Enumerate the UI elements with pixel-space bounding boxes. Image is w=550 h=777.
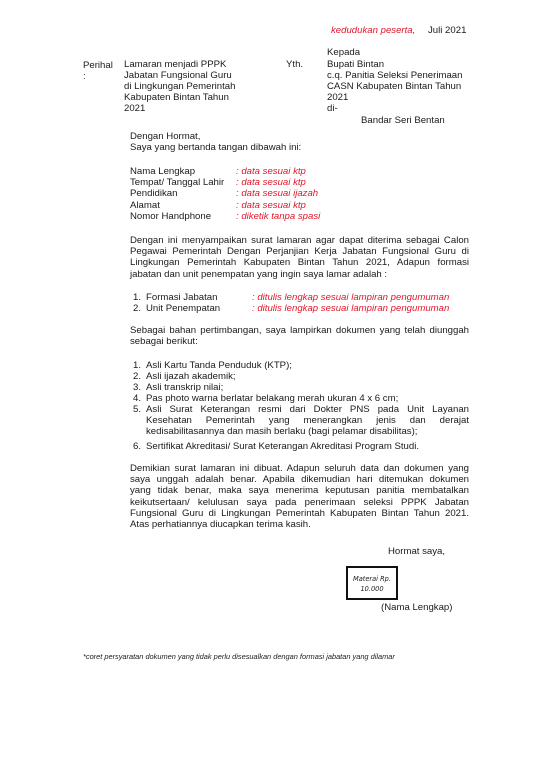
- document-number: 2.: [133, 371, 142, 382]
- document-item: Asli Surat Keterangan resmi dari Dokter PNS pada Unit Layanan Kesehatan Pemerintah yang menerangkan jenis dan derajat kedisabilitasannya dan masih berlaku (bagi pelamar disabilitas);: [146, 404, 469, 438]
- paragraph-line: yang tidak benar, maka saya menerima keputusan panitia membatalkan: [130, 485, 469, 497]
- footnote: *coret persyaratan dokumen yang tidak perlu disesualkan dengan formasi jabatan yang dilamar: [83, 652, 395, 661]
- identity-label: Nama Lengkap: [130, 166, 196, 177]
- position-value: : ditulis lengkap sesuai lampiran pengumuman: [252, 292, 450, 303]
- identity-label: Nomor Handphone: [130, 211, 212, 222]
- intro-text: Saya yang bertanda tangan dibawah ini:: [130, 142, 302, 153]
- paragraph-line: saya unggah adalah benar. Apabila dikemudian hari ditemukan dokumen: [130, 474, 469, 486]
- position-label: Unit Penempatan: [146, 303, 221, 314]
- document-number: 3.: [133, 382, 142, 393]
- recipient-line-4: 2021: [327, 92, 349, 103]
- identity-value: : data sesuai ktp: [236, 177, 306, 188]
- stamp-line: 10.000: [360, 585, 384, 593]
- paragraph-line: sebagai berikut:: [130, 336, 198, 348]
- paragraph-line: Lingkungan Pemerintah Kabupaten Bintan Tahun 2021, Adapun formasi: [130, 257, 469, 269]
- subject-line-5: 2021: [124, 103, 146, 114]
- document-number: 6.: [133, 441, 142, 452]
- stamp-box: [346, 566, 398, 600]
- document-item: Sertifikat Akreditasi/ Surat Keterangan Akreditasi Program Studi.: [146, 441, 420, 452]
- identity-value: : diketik tanpa spasi: [236, 211, 321, 222]
- identity-label: Tempat/ Tanggal Lahir: [130, 177, 225, 188]
- identity-value: : data sesuai ijazah: [236, 188, 319, 199]
- subject-colon: :: [83, 71, 86, 82]
- paragraph-line: Sebagai bahan pertimbangan, saya lampirkan dokumen yang telah diunggah: [130, 325, 469, 336]
- recipient-line-1: Bupati Bintan: [327, 59, 385, 70]
- regards-text: Hormat saya,: [388, 546, 446, 557]
- paragraph-line: Dengan ini menyampaikan surat lamaran agar dapat diterima sebagai Calon: [130, 235, 469, 246]
- position-number: 2.: [133, 303, 142, 314]
- recipient-place: Bandar Seri Bentan: [361, 115, 445, 126]
- document-item: Pas photo warna berlatar belakang merah ukuran 4 x 6 cm;: [146, 393, 399, 404]
- paragraph-line: Demikian surat lamaran ini dibuat. Adapun seluruh data dan dokumen yang: [130, 463, 469, 474]
- position-note: kedudukan peserta,: [331, 25, 416, 36]
- paragraph-line: Fungsional Guru di Lingkungan Pemerintah Kabupaten Bintan Tahun 2021.: [130, 507, 469, 519]
- position-number: 1.: [133, 292, 142, 303]
- recipient-line-3: CASN Kabupaten Bintan Tahun: [327, 81, 462, 92]
- paragraph-line: keikutsertaan/ kelulusan saya pada penerimaan seleksi PPPK Jabatan: [130, 496, 469, 508]
- recipient-line-2: c.q. Panitia Seleksi Penerimaan: [327, 70, 463, 81]
- document-item: Asli ijazah akademik;: [146, 371, 236, 382]
- identity-value: : data sesuai ktp: [236, 166, 306, 177]
- greeting: Dengan Hormat,: [130, 131, 201, 142]
- recipient-yth: Yth.: [286, 59, 304, 70]
- paragraph-application: [130, 235, 469, 280]
- paragraph-line: Pegawai Pemerintah Dengan Perjanjian Kerja Jabatan Fungsional Guru di: [130, 246, 469, 258]
- document-number: 1.: [133, 360, 142, 371]
- paragraph-attachments: [130, 325, 469, 347]
- identity-value: : data sesuai ktp: [236, 200, 306, 211]
- document-number: 5.: [133, 404, 142, 415]
- position-value: : ditulis lengkap sesuai lampiran pengumuman: [252, 303, 450, 314]
- paragraph-line: jabatan dan unit penempatan yang ingin saya lamar adalah :: [130, 268, 388, 280]
- stamp-line: Materai Rp.: [353, 575, 391, 583]
- identity-label: Alamat: [130, 200, 160, 211]
- document-item: Asli transkrip nilai;: [146, 382, 224, 393]
- subject-label: Perihal: [83, 60, 113, 71]
- recipient-kepada: Kepada: [327, 47, 361, 58]
- recipient-line-5: di-: [327, 103, 338, 114]
- paragraph-line: Atas perhatiannya diucapkan terima kasih.: [130, 519, 311, 531]
- document-number: 4.: [133, 393, 142, 404]
- document-item: Asli Kartu Tanda Penduduk (KTP);: [146, 360, 292, 371]
- signer-name: (Nama Lengkap): [381, 602, 453, 613]
- subject-line-2: Jabatan Fungsional Guru: [124, 70, 232, 81]
- subject-line-4: Kabupaten Bintan Tahun: [124, 92, 229, 103]
- subject-line-3: di Lingkungan Pemerintah: [124, 81, 236, 92]
- identity-label: Pendidikan: [130, 188, 178, 199]
- position-label: Formasi Jabatan: [146, 292, 218, 303]
- paragraph-closing: [130, 463, 469, 530]
- subject-line-1: Lamaran menjadi PPPK: [124, 59, 227, 70]
- letter-date: Juli 2021: [428, 25, 467, 36]
